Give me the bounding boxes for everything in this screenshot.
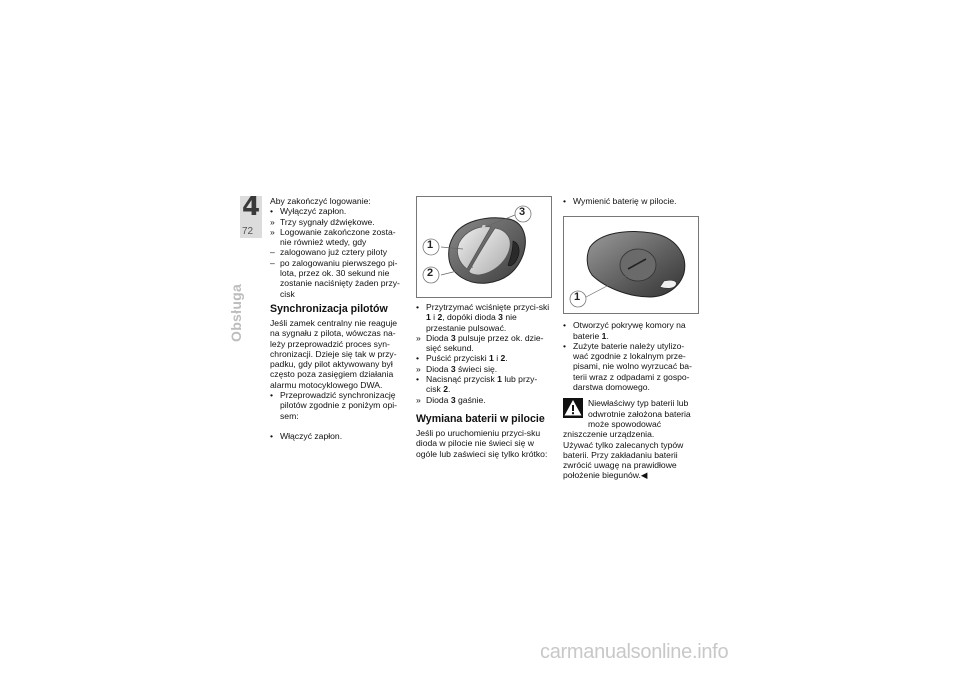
- list-marker: •: [563, 340, 567, 351]
- remote-back-illustration: [564, 217, 699, 314]
- list-marker: –: [270, 247, 275, 258]
- chapter-number: 4: [241, 192, 261, 222]
- list-marker: »: [416, 394, 421, 405]
- text: lub przy-cisk: [426, 374, 538, 395]
- list-item: [416, 353, 552, 363]
- list-marker: »: [416, 332, 421, 343]
- text: i: [493, 353, 501, 364]
- list-item: [270, 206, 406, 216]
- list-item: [563, 320, 699, 341]
- text: Puścić przyciski: [426, 353, 490, 364]
- list-marker: •: [270, 430, 274, 441]
- section-heading: Wymiana baterii w pilocie: [416, 412, 545, 425]
- list-text: Włączyć zapłon.: [280, 430, 343, 441]
- list-text: Trzy sygnały dźwiękowe.: [280, 216, 375, 227]
- list-marker: –: [270, 257, 275, 268]
- section-heading: Synchronizacja pilotów: [270, 302, 388, 315]
- list-marker: »: [270, 226, 275, 237]
- bold-ref: 2: [500, 353, 506, 364]
- section-paragraph: Jeśli po uruchomieniu przyci-sku dioda w pilocie nie świeci się w ogóle lub zaświeci się tylko krótko:: [416, 427, 548, 459]
- list-item: [270, 227, 406, 248]
- list-text: Logowanie zakończone zosta-nie również wtedy, gdy: [280, 226, 396, 248]
- figure-callout: 3: [519, 206, 526, 218]
- warning-icon: [563, 398, 583, 418]
- list-item: [416, 395, 552, 405]
- list-text: po zalogowaniu pierwszego pi-lota, przez ok. 30 sekund nie zostanie naciśnięty żaden przy-cisk: [280, 257, 400, 299]
- bold-ref: 2: [437, 312, 443, 323]
- bold-ref: 2: [443, 384, 448, 395]
- list-marker: •: [416, 302, 420, 312]
- list-item: [270, 258, 406, 299]
- bold-ref: 3: [450, 332, 456, 343]
- list-marker: •: [270, 206, 274, 217]
- text: Dioda: [426, 332, 451, 343]
- list-item: [563, 196, 699, 206]
- section-paragraph: Jeśli zamek centralny nie reaguje na sygnału z pilota, wówczas na-leży przeprowadzić proces syn-chronizacji. Dzieje się tak w przy-padku, gdy pilot aktywowany był często poza zasięgiem działania alarmu motocyklowego DWA.: [270, 317, 398, 390]
- chapter-title: Obsługa: [228, 283, 244, 342]
- remote-key-illustration: [417, 197, 552, 298]
- page-number: 72: [242, 226, 254, 237]
- list-item: [270, 217, 406, 227]
- text: Dioda: [426, 363, 451, 374]
- text: .: [447, 384, 451, 395]
- bold-ref: 1: [497, 374, 502, 385]
- text: Nacisnąć przycisk: [426, 374, 498, 385]
- sync-steps-list: [416, 302, 552, 405]
- figure-callout: 2: [427, 267, 434, 279]
- list-item: [270, 390, 406, 421]
- column-1: [270, 196, 406, 441]
- list-marker: »: [416, 363, 421, 374]
- bold-ref: 3: [450, 363, 456, 374]
- bold-ref: 3: [450, 394, 456, 405]
- text: Zużyte baterie należy utylizo-wać zgodnie z lokalnym prze-pisami, nie wolno wyrzucać ba-terii wraz z odpadami z gospo-darstwa domowego.: [573, 340, 692, 393]
- text: .: [505, 353, 508, 364]
- list-text: Przeprowadzić synchronizację pilotów zgodnie z poniżym opi-sem:: [280, 390, 398, 421]
- text: i: [430, 312, 438, 323]
- list-item: [270, 247, 406, 257]
- text: Dioda: [426, 394, 451, 405]
- text: świeci się.: [455, 363, 498, 374]
- steps-list: [270, 206, 406, 299]
- list-marker: •: [416, 353, 420, 364]
- text: pulsuje przez ok. dzie-sięć sekund.: [426, 332, 544, 354]
- bold-ref: 3: [498, 312, 503, 323]
- list-item: [416, 333, 552, 354]
- text: Przytrzymać wciśnięte przyci-ski: [426, 302, 550, 312]
- figure-callout: 1: [574, 291, 581, 304]
- list-item: [416, 302, 552, 333]
- list-marker: •: [270, 390, 274, 401]
- text: , dopóki dioda: [442, 312, 499, 323]
- column-2: [416, 196, 552, 459]
- watermark: carmanualsonline.info: [540, 641, 729, 663]
- text: gaśnie.: [455, 394, 486, 405]
- list-marker: •: [416, 374, 420, 385]
- bold-ref: 1: [489, 353, 494, 364]
- intro-text: Aby zakończyć logowanie:: [270, 196, 371, 206]
- list-text: Wymienić baterię w pilocie.: [573, 196, 677, 206]
- text: Otworzyć pokrywę komory na baterie: [573, 320, 686, 341]
- remote-buttons-figure: [416, 196, 552, 298]
- figure-callout: 1: [427, 239, 434, 251]
- warning-block: [563, 398, 699, 480]
- text: nie przestanie pulsować.: [426, 312, 517, 333]
- list-marker: »: [270, 216, 275, 227]
- warning-text: Niewłaściwy typ baterii lub odwrotnie założona bateria może spowodować zniszczenie urządzenia.: [563, 398, 691, 440]
- list-item: [416, 374, 552, 395]
- list-text: zalogowano już cztery piloty: [280, 247, 387, 258]
- list-item: [416, 364, 552, 374]
- warning-text: Używać tylko zalecanych typów baterii. Przy zakładaniu baterii zwrócić uwagę na prawidłowe położenie biegunów.◀: [563, 439, 684, 481]
- list-item: [563, 341, 699, 392]
- bold-ref: 1: [426, 312, 431, 323]
- bold-ref: 1: [601, 330, 607, 341]
- list-marker: •: [563, 320, 567, 331]
- list-item: [270, 431, 406, 441]
- battery-cover-figure: [563, 216, 699, 314]
- text: .: [606, 330, 609, 341]
- column-3: [563, 196, 699, 481]
- list-marker: •: [563, 196, 567, 206]
- list-text: Wyłączyć zapłon.: [280, 206, 347, 217]
